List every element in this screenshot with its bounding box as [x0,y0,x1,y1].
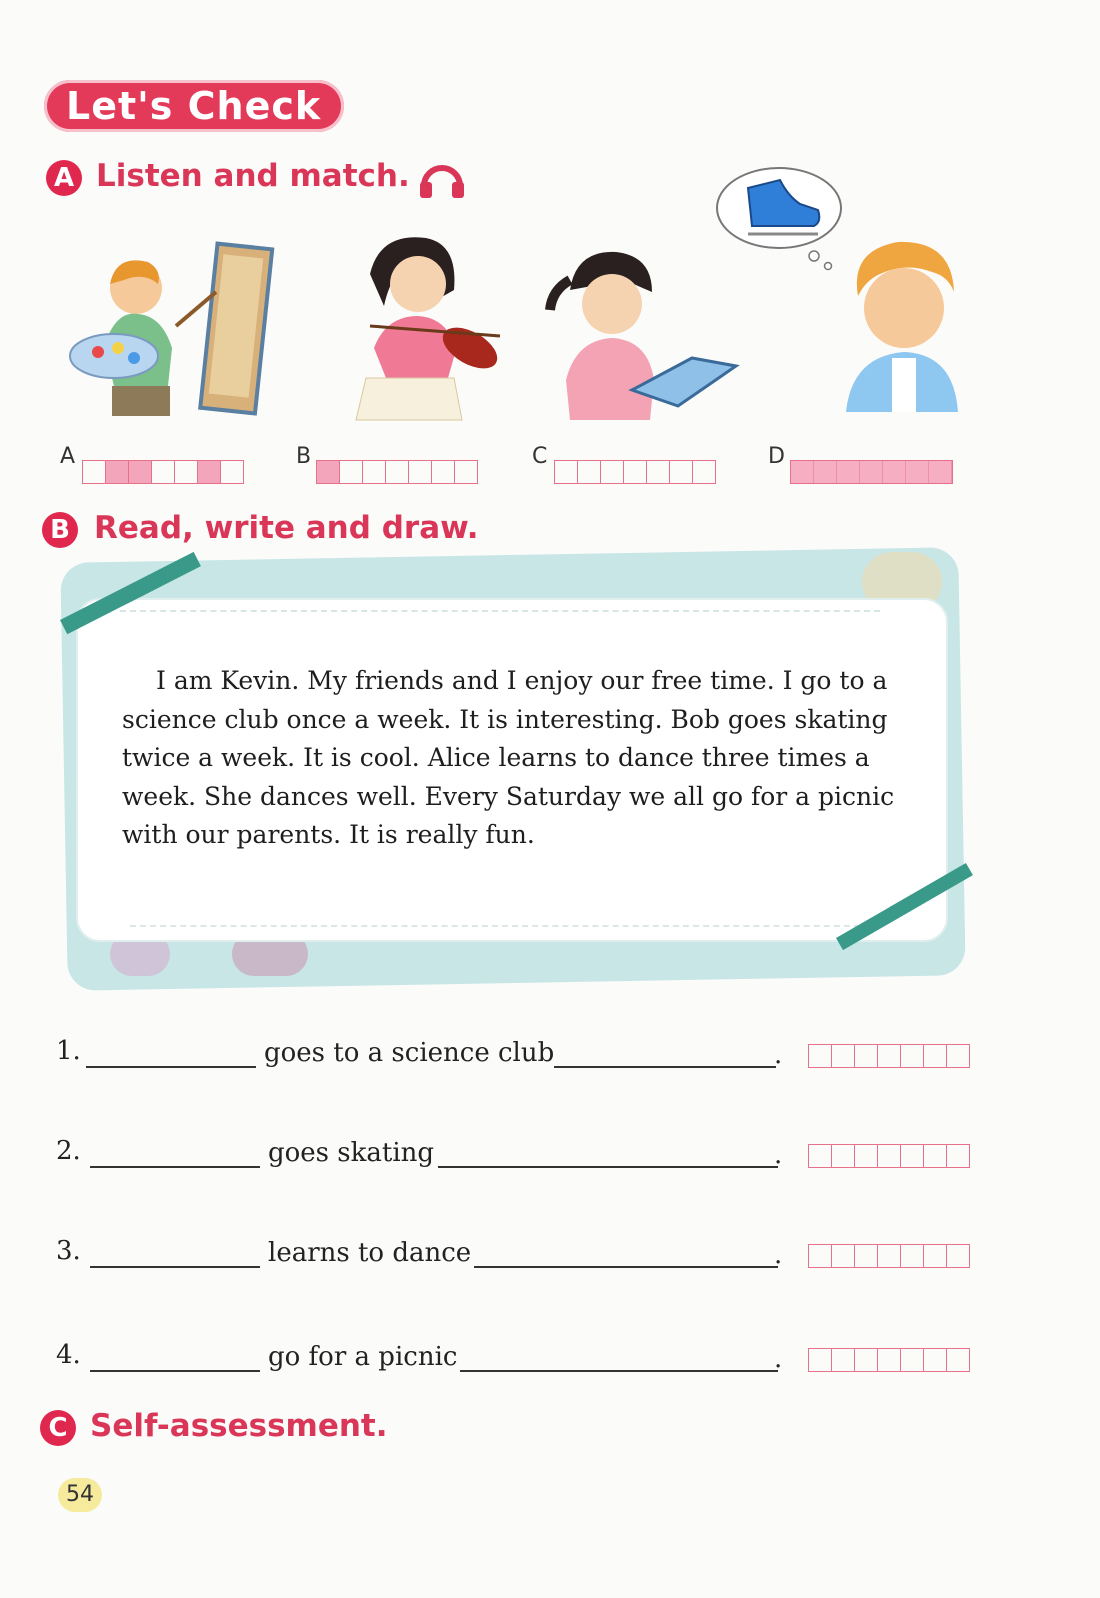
match-label-c: C [532,444,548,469]
boy-illustration [836,236,966,416]
answer-line[interactable] [90,1266,260,1268]
answer-line[interactable] [438,1166,778,1168]
question-text: learns to dance [268,1238,472,1268]
passage-text: I am Kevin. My friends and I enjoy our free time. I go to a science club once a week. It is interesting. Bob goes skating twice a week. It is cool. Alice learns to dance three times a week. She dances well. Every Saturday we all go for a picnic with our parents. It is really fun. [122,666,895,849]
answer-boxes-4[interactable] [808,1348,970,1372]
answer-boxes-c[interactable] [554,460,716,484]
reading-passage [122,662,912,855]
question-end: . [774,1240,783,1270]
question-end: . [774,1344,783,1374]
section-c-title: Self-assessment. [90,1408,388,1444]
question-number: 4. [56,1340,81,1370]
answer-line[interactable] [86,1066,256,1068]
question-number: 1. [56,1036,81,1066]
skate-thought-bubble [714,166,849,276]
reading-girl-illustration [542,240,742,425]
section-b-title: Read, write and draw. [94,510,479,546]
answer-boxes-b[interactable] [316,460,478,484]
question-end: . [774,1040,783,1070]
page-title: Let's Check [66,84,322,128]
question-number: 2. [56,1136,81,1166]
question-end: . [774,1140,783,1170]
question-text: go for a picnic [268,1342,458,1372]
section-b-badge: B [42,512,78,548]
page-number: 54 [58,1478,102,1512]
answer-boxes-2[interactable] [808,1144,970,1168]
card-stitch-line [120,610,880,612]
section-c-badge: C [40,1410,76,1446]
violin-girl-illustration [330,228,515,423]
answer-line[interactable] [90,1166,260,1168]
answer-line[interactable] [460,1370,778,1372]
section-a-title: Listen and match. [96,158,410,194]
answer-line[interactable] [554,1066,776,1068]
question-text: goes to a science club [264,1038,555,1068]
question-number: 3. [56,1236,81,1266]
answer-line[interactable] [90,1370,260,1372]
answer-boxes-a[interactable] [82,460,244,484]
match-label-b: B [296,444,312,469]
match-label-a: A [60,444,76,469]
question-text: goes skating [268,1138,435,1168]
answer-boxes-3[interactable] [808,1244,970,1268]
headphones-icon [418,156,466,204]
match-label-d: D [768,444,785,469]
section-a-badge: A [46,160,82,196]
card-stitch-line [130,925,870,927]
answer-line[interactable] [474,1266,778,1268]
answer-boxes-1[interactable] [808,1044,970,1068]
painter-boy-illustration [64,236,294,421]
answer-boxes-d[interactable] [790,460,953,484]
